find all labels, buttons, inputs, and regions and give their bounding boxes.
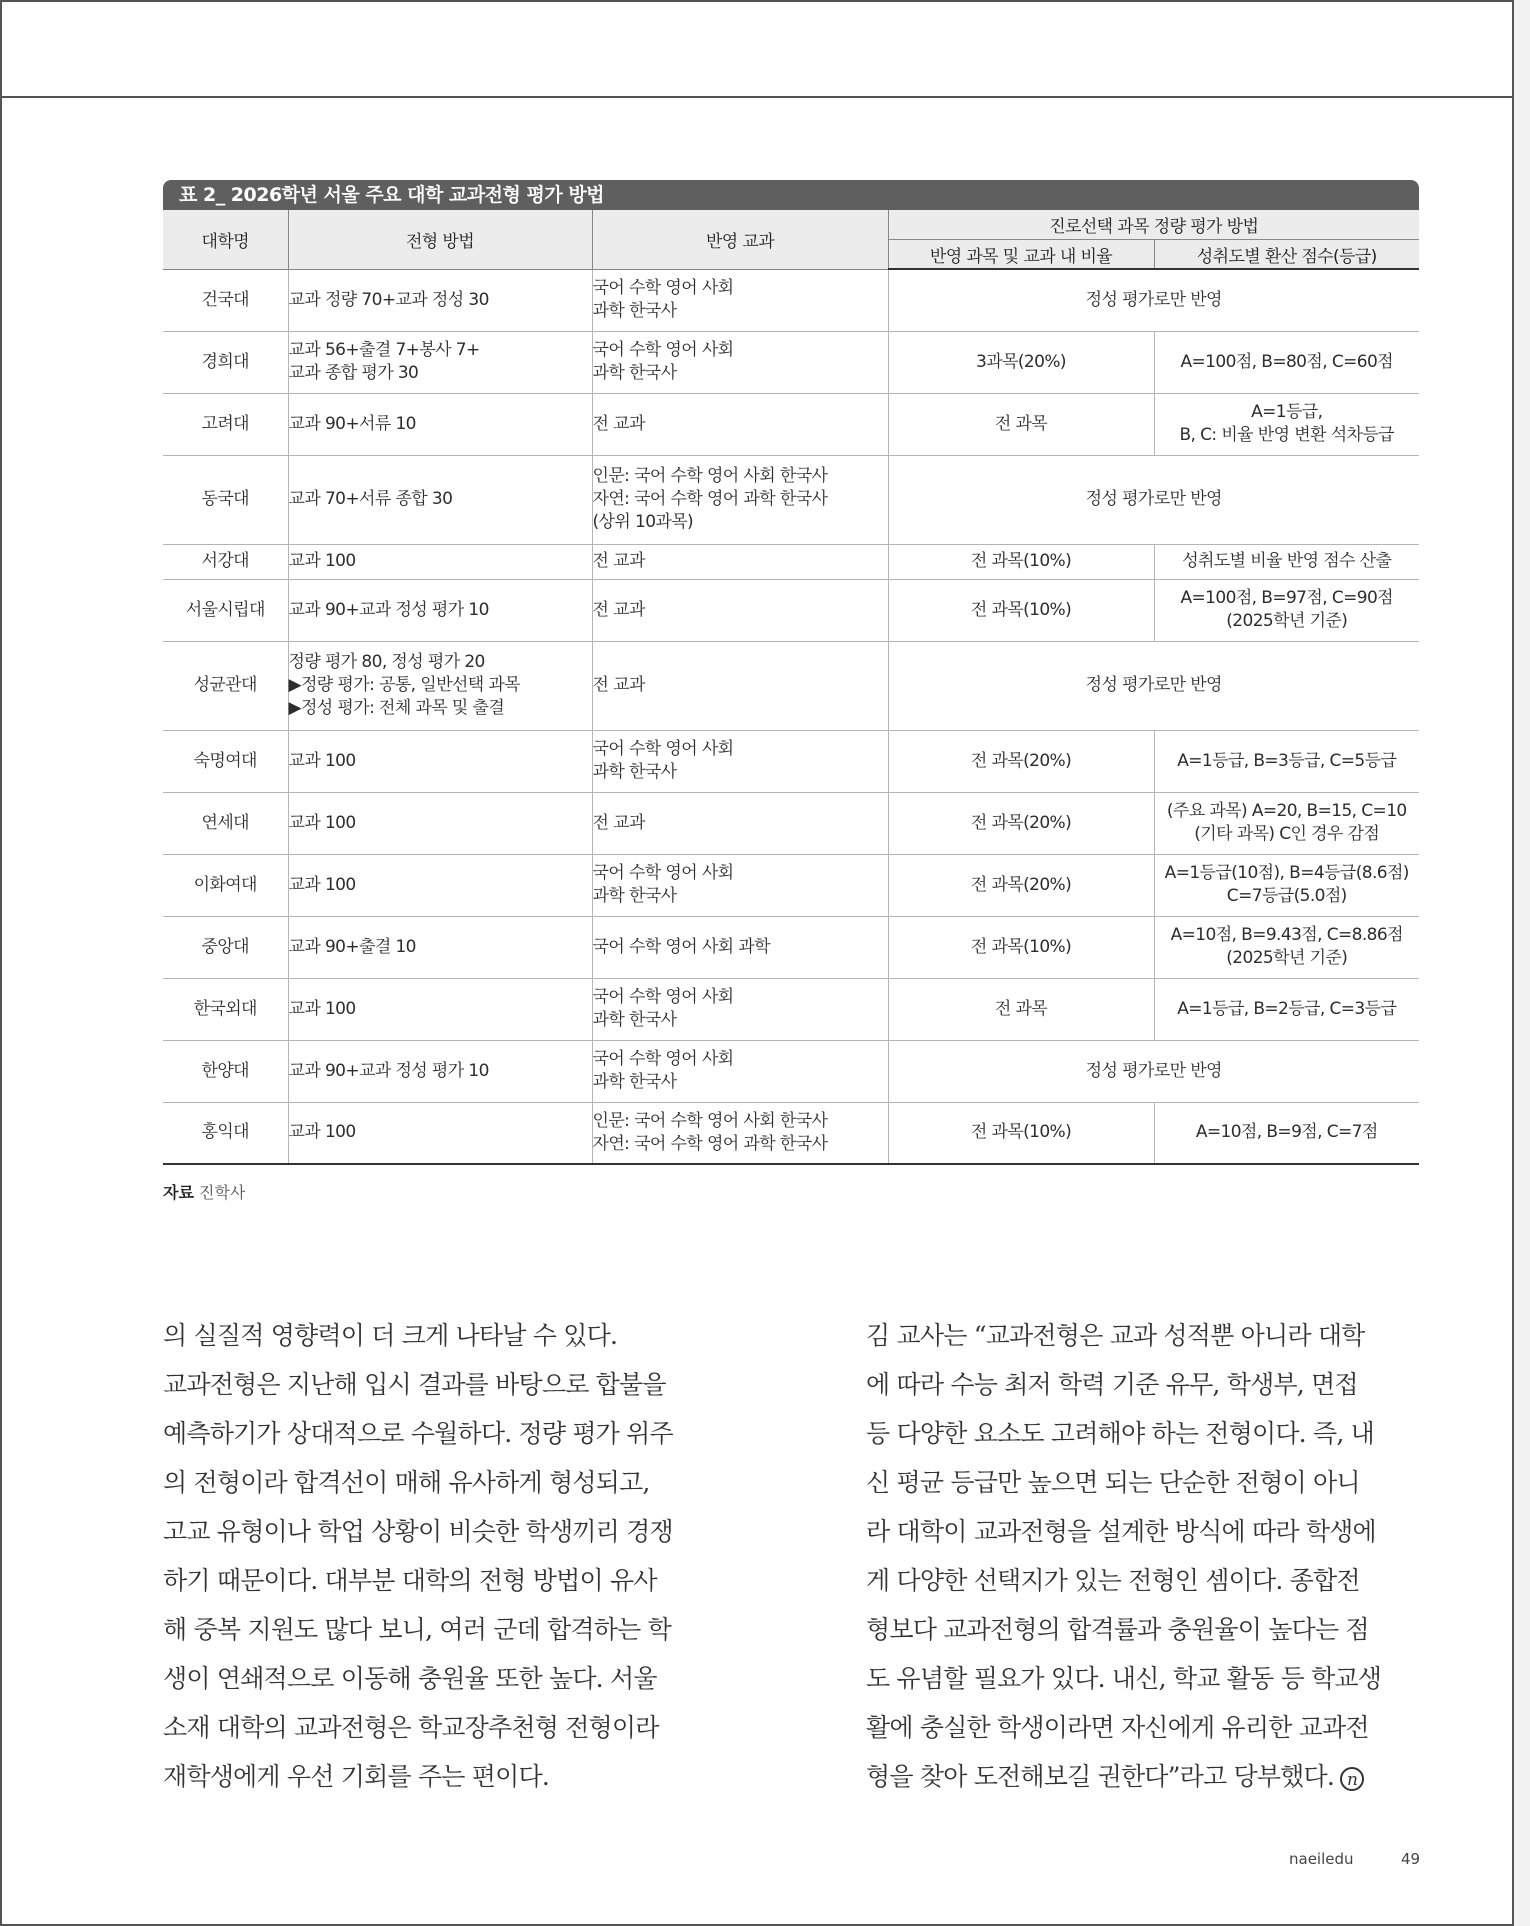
cell-ratio: 전 과목(10%) <box>888 579 1154 641</box>
cell-university: 한양대 <box>163 1040 288 1102</box>
article-line <box>866 1654 1432 1703</box>
cell-score-line: (2025학년 기준) <box>1226 611 1348 631</box>
cell-score-line: A=100점, B=80점, C=60점 <box>1180 351 1393 372</box>
cell-score-line: A=1등급, B=3등급, C=5등급 <box>1177 750 1397 771</box>
cell-score <box>1154 331 1419 393</box>
article-line <box>163 1458 729 1507</box>
cell-subjects-line: 국어 수학 영어 사회 과학 <box>592 936 770 957</box>
cell-score-line: A=100점, B=97점, C=90점 <box>1180 588 1393 608</box>
table-row <box>163 579 1419 641</box>
article-line-text: 김 교사는 “교과전형은 교과 성적뿐 아니라 대학 <box>866 1321 1365 1350</box>
cell-score <box>1154 854 1419 916</box>
cell-career-merged: 정성 평가로만 반영 <box>888 455 1419 544</box>
cell-university: 성균관대 <box>163 641 288 730</box>
cell-score <box>1154 730 1419 792</box>
header-university: 대학명 <box>163 210 288 269</box>
cell-method <box>288 916 592 978</box>
cell-university: 중앙대 <box>163 916 288 978</box>
cell-score-line: A=10점, B=9점, C=7점 <box>1195 1122 1378 1143</box>
cell-method-line: 교과 90+서류 10 <box>288 413 416 434</box>
header-method: 전형 방법 <box>288 210 592 269</box>
table-row <box>163 544 1419 579</box>
cell-subjects <box>592 544 888 579</box>
cell-subjects <box>592 641 888 730</box>
cell-ratio: 전 과목(20%) <box>888 792 1154 854</box>
footer-brand: naeiledu <box>1289 1850 1354 1868</box>
cell-method-line: 교과 종합 평가 30 <box>288 363 419 383</box>
article-line-text: 소재 대학의 교과전형은 학교장추천형 전형이라 <box>163 1713 659 1742</box>
cell-ratio: 전 과목(10%) <box>888 544 1154 579</box>
evaluation-table <box>163 210 1419 1165</box>
cell-method <box>288 978 592 1040</box>
article-line <box>163 1409 729 1458</box>
cell-score-line: C=7등급(5.0점) <box>1226 886 1347 906</box>
article-line-text: 의 실질적 영향력이 더 크게 나타날 수 있다. <box>163 1321 618 1350</box>
table-source <box>163 1180 245 1203</box>
cell-method-line: 교과 100 <box>288 812 356 833</box>
article-line <box>163 1654 729 1703</box>
cell-score-line: A=10점, B=9.43점, C=8.86점 <box>1170 925 1403 945</box>
cell-subjects-line: (상위 10과목) <box>592 512 694 532</box>
article-line <box>866 1409 1432 1458</box>
article-line-text: 라 대학이 교과전형을 설계한 방식에 따라 학생에 <box>866 1517 1376 1546</box>
cell-method <box>288 1040 592 1102</box>
article-line-text: 예측하기가 상대적으로 수월하다. 정량 평가 위주 <box>163 1419 673 1448</box>
cell-subjects-line: 국어 수학 영어 사회 <box>592 739 734 759</box>
article-line-text: 교과전형은 지난해 입시 결과를 바탕으로 합불을 <box>163 1370 666 1399</box>
cell-ratio: 3과목(20%) <box>888 331 1154 393</box>
cell-score <box>1154 916 1419 978</box>
table-title: 표 2_ 2026학년 서울 주요 대학 교과전형 평가 방법 <box>163 180 1419 210</box>
article-line <box>866 1556 1432 1605</box>
cell-score-line: B, C: 비율 반영 변환 석차등급 <box>1179 425 1394 445</box>
cell-method-line: ▶정량 평가: 공통, 일반선택 과목 <box>288 675 520 695</box>
evaluation-table-block <box>163 180 1419 1165</box>
article-line <box>163 1605 729 1654</box>
cell-subjects-line: 과학 한국사 <box>592 762 677 782</box>
cell-subjects-line: 과학 한국사 <box>592 301 677 321</box>
article-line <box>163 1311 729 1360</box>
cell-method <box>288 579 592 641</box>
table-row <box>163 792 1419 854</box>
cell-subjects-line: 전 교과 <box>592 551 645 571</box>
article-line <box>163 1752 729 1801</box>
table-row <box>163 730 1419 792</box>
cell-method-line: 교과 100 <box>288 1122 356 1143</box>
article-line-text: 활에 충실한 학생이라면 자신에게 유리한 교과전 <box>866 1713 1369 1742</box>
cell-score-line: (주요 과목) A=20, B=15, C=10 <box>1166 801 1407 821</box>
cell-subjects <box>592 1102 888 1164</box>
cell-method <box>288 455 592 544</box>
cell-score-line: (2025학년 기준) <box>1226 948 1348 968</box>
top-rule <box>0 96 1512 98</box>
header-subjects: 반영 교과 <box>592 210 888 269</box>
cell-score-line: 성취도별 비율 반영 점수 산출 <box>1182 551 1392 571</box>
table-row <box>163 641 1419 730</box>
cell-subjects <box>592 916 888 978</box>
cell-subjects <box>592 978 888 1040</box>
cell-university: 서강대 <box>163 544 288 579</box>
cell-university: 동국대 <box>163 455 288 544</box>
source-value: 진학사 <box>199 1183 246 1202</box>
cell-subjects <box>592 854 888 916</box>
cell-method <box>288 269 592 331</box>
cell-subjects <box>592 792 888 854</box>
cell-subjects-line: 국어 수학 영어 사회 <box>592 278 734 298</box>
cell-method <box>288 1102 592 1164</box>
table-row <box>163 978 1419 1040</box>
cell-career-merged: 정성 평가로만 반영 <box>888 1040 1419 1102</box>
header-career-group: 진로선택 과목 정량 평가 방법 <box>888 210 1419 240</box>
cell-method-line: ▶정성 평가: 전체 과목 및 출결 <box>288 698 505 718</box>
cell-subjects-line: 과학 한국사 <box>592 886 677 906</box>
article-line <box>866 1507 1432 1556</box>
cell-method-line: 정량 평가 80, 정성 평가 20 <box>288 652 485 672</box>
cell-subjects-line: 과학 한국사 <box>592 363 677 383</box>
table-row <box>163 393 1419 455</box>
source-label: 자료 <box>163 1183 194 1202</box>
article-column-right <box>866 1311 1432 1801</box>
cell-score <box>1154 1102 1419 1164</box>
table-row <box>163 854 1419 916</box>
cell-subjects-line: 국어 수학 영어 사회 <box>592 863 734 883</box>
article-line-text: 하기 때문이다. 대부분 대학의 전형 방법이 유사 <box>163 1566 657 1595</box>
cell-ratio: 전 과목 <box>888 393 1154 455</box>
cell-method <box>288 331 592 393</box>
cell-subjects-line: 과학 한국사 <box>592 1010 677 1030</box>
cell-subjects <box>592 1040 888 1102</box>
cell-method-line: 교과 100 <box>288 551 356 571</box>
cell-subjects <box>592 579 888 641</box>
article-line-text: 고교 유형이나 학업 상황이 비슷한 학생끼리 경쟁 <box>163 1517 673 1546</box>
cell-ratio: 전 과목(10%) <box>888 916 1154 978</box>
cell-university: 한국외대 <box>163 978 288 1040</box>
article-end-mark-icon: n <box>1340 1767 1364 1791</box>
cell-subjects-line: 국어 수학 영어 사회 <box>592 340 734 360</box>
gutter-band <box>1514 0 1530 1926</box>
table-row <box>163 1040 1419 1102</box>
table-row <box>163 269 1419 331</box>
article-column-left <box>163 1311 729 1801</box>
cell-score <box>1154 544 1419 579</box>
cell-subjects <box>592 331 888 393</box>
cell-method-line: 교과 100 <box>288 750 356 771</box>
cell-score-line: A=1등급, <box>1251 402 1323 422</box>
header-score: 성취도별 환산 점수(등급) <box>1154 240 1419 270</box>
article-line-text: 해 중복 지원도 많다 보니, 여러 군데 합격하는 학 <box>163 1615 671 1644</box>
article-line-text: 등 다양한 요소도 고려해야 하는 전형이다. 즉, 내 <box>866 1419 1374 1448</box>
cell-subjects-line: 전 교과 <box>592 812 645 833</box>
cell-subjects-line: 자연: 국어 수학 영어 과학 한국사 <box>592 489 828 509</box>
article-line <box>866 1311 1432 1360</box>
article-line <box>163 1556 729 1605</box>
cell-university: 고려대 <box>163 393 288 455</box>
cell-score-line: A=1등급, B=2등급, C=3등급 <box>1177 998 1397 1019</box>
cell-method <box>288 544 592 579</box>
cell-university: 이화여대 <box>163 854 288 916</box>
cell-subjects-line: 자연: 국어 수학 영어 과학 한국사 <box>592 1133 828 1154</box>
cell-subjects <box>592 730 888 792</box>
cell-subjects <box>592 393 888 455</box>
cell-ratio: 전 과목(10%) <box>888 1102 1154 1164</box>
article-line-text: 형을 찾아 도전해보길 권한다”라고 당부했다. <box>866 1762 1335 1791</box>
cell-score <box>1154 978 1419 1040</box>
cell-career-merged: 정성 평가로만 반영 <box>888 641 1419 730</box>
article-line-text: 의 전형이라 합격선이 매해 유사하게 형성되고, <box>163 1468 650 1497</box>
article-line <box>163 1360 729 1409</box>
page-number: 49 <box>1401 1850 1421 1868</box>
article-line <box>866 1703 1432 1752</box>
cell-method <box>288 854 592 916</box>
cell-subjects <box>592 269 888 331</box>
cell-university: 서울시립대 <box>163 579 288 641</box>
cell-method-line: 교과 100 <box>288 874 356 895</box>
table-row <box>163 1102 1419 1164</box>
cell-score <box>1154 579 1419 641</box>
article-line <box>163 1703 729 1752</box>
article-line <box>866 1605 1432 1654</box>
cell-score-line: (기타 과목) C인 경우 감점 <box>1194 824 1380 844</box>
cell-score <box>1154 792 1419 854</box>
article-line-text: 에 따라 수능 최저 학력 기준 유무, 학생부, 면접 <box>866 1370 1358 1399</box>
cell-ratio: 전 과목(20%) <box>888 730 1154 792</box>
article-line-text: 재학생에게 우선 기회를 주는 편이다. <box>163 1762 549 1791</box>
cell-method <box>288 792 592 854</box>
cell-university: 숙명여대 <box>163 730 288 792</box>
cell-method-line: 교과 90+교과 정성 평가 10 <box>288 1060 489 1081</box>
cell-university: 홍익대 <box>163 1102 288 1164</box>
cell-score <box>1154 393 1419 455</box>
article-line-text: 생이 연쇄적으로 이동해 충원율 또한 높다. 서울 <box>163 1664 657 1693</box>
cell-subjects-line: 인문: 국어 수학 영어 사회 한국사 <box>592 466 828 486</box>
cell-university: 건국대 <box>163 269 288 331</box>
table-row <box>163 916 1419 978</box>
cell-method-line: 교과 정량 70+교과 정성 30 <box>288 289 489 310</box>
cell-method-line: 교과 90+교과 정성 평가 10 <box>288 599 489 620</box>
cell-method-line: 교과 56+출결 7+봉사 7+ <box>288 340 480 360</box>
cell-university: 연세대 <box>163 792 288 854</box>
cell-method-line: 교과 90+출결 10 <box>288 936 416 957</box>
cell-subjects-line: 인문: 국어 수학 영어 사회 한국사 <box>592 1110 828 1131</box>
cell-subjects-line: 국어 수학 영어 사회 <box>592 1049 734 1069</box>
article-line-text: 형보다 교과전형의 합격률과 충원율이 높다는 점 <box>866 1615 1369 1644</box>
cell-career-merged: 정성 평가로만 반영 <box>888 269 1419 331</box>
cell-method <box>288 641 592 730</box>
cell-subjects-line: 과학 한국사 <box>592 1072 677 1092</box>
cell-score-line: A=1등급(10점), B=4등급(8.6점) <box>1164 863 1409 883</box>
article-line <box>163 1507 729 1556</box>
cell-subjects-line: 국어 수학 영어 사회 <box>592 987 734 1007</box>
header-ratio: 반영 과목 및 교과 내 비율 <box>888 240 1154 270</box>
table-row <box>163 331 1419 393</box>
cell-method <box>288 393 592 455</box>
article-line-text: 도 유념할 필요가 있다. 내신, 학교 활동 등 학교생 <box>866 1664 1382 1693</box>
cell-subjects <box>592 455 888 544</box>
article-line <box>866 1752 1432 1801</box>
cell-subjects-line: 전 교과 <box>592 599 645 620</box>
cell-method-line: 교과 100 <box>288 998 356 1019</box>
article-line-text: 게 다양한 선택지가 있는 전형인 셈이다. 종합전 <box>866 1566 1360 1595</box>
cell-subjects-line: 전 교과 <box>592 413 645 434</box>
cell-method <box>288 730 592 792</box>
cell-method-line: 교과 70+서류 종합 30 <box>288 489 453 509</box>
cell-ratio: 전 과목 <box>888 978 1154 1040</box>
cell-subjects-line: 전 교과 <box>592 675 645 695</box>
article-line <box>866 1458 1432 1507</box>
cell-ratio: 전 과목(20%) <box>888 854 1154 916</box>
article-line <box>866 1360 1432 1409</box>
table-row <box>163 455 1419 544</box>
article-line-text: 신 평균 등급만 높으면 되는 단순한 전형이 아니 <box>866 1468 1360 1497</box>
cell-university: 경희대 <box>163 331 288 393</box>
